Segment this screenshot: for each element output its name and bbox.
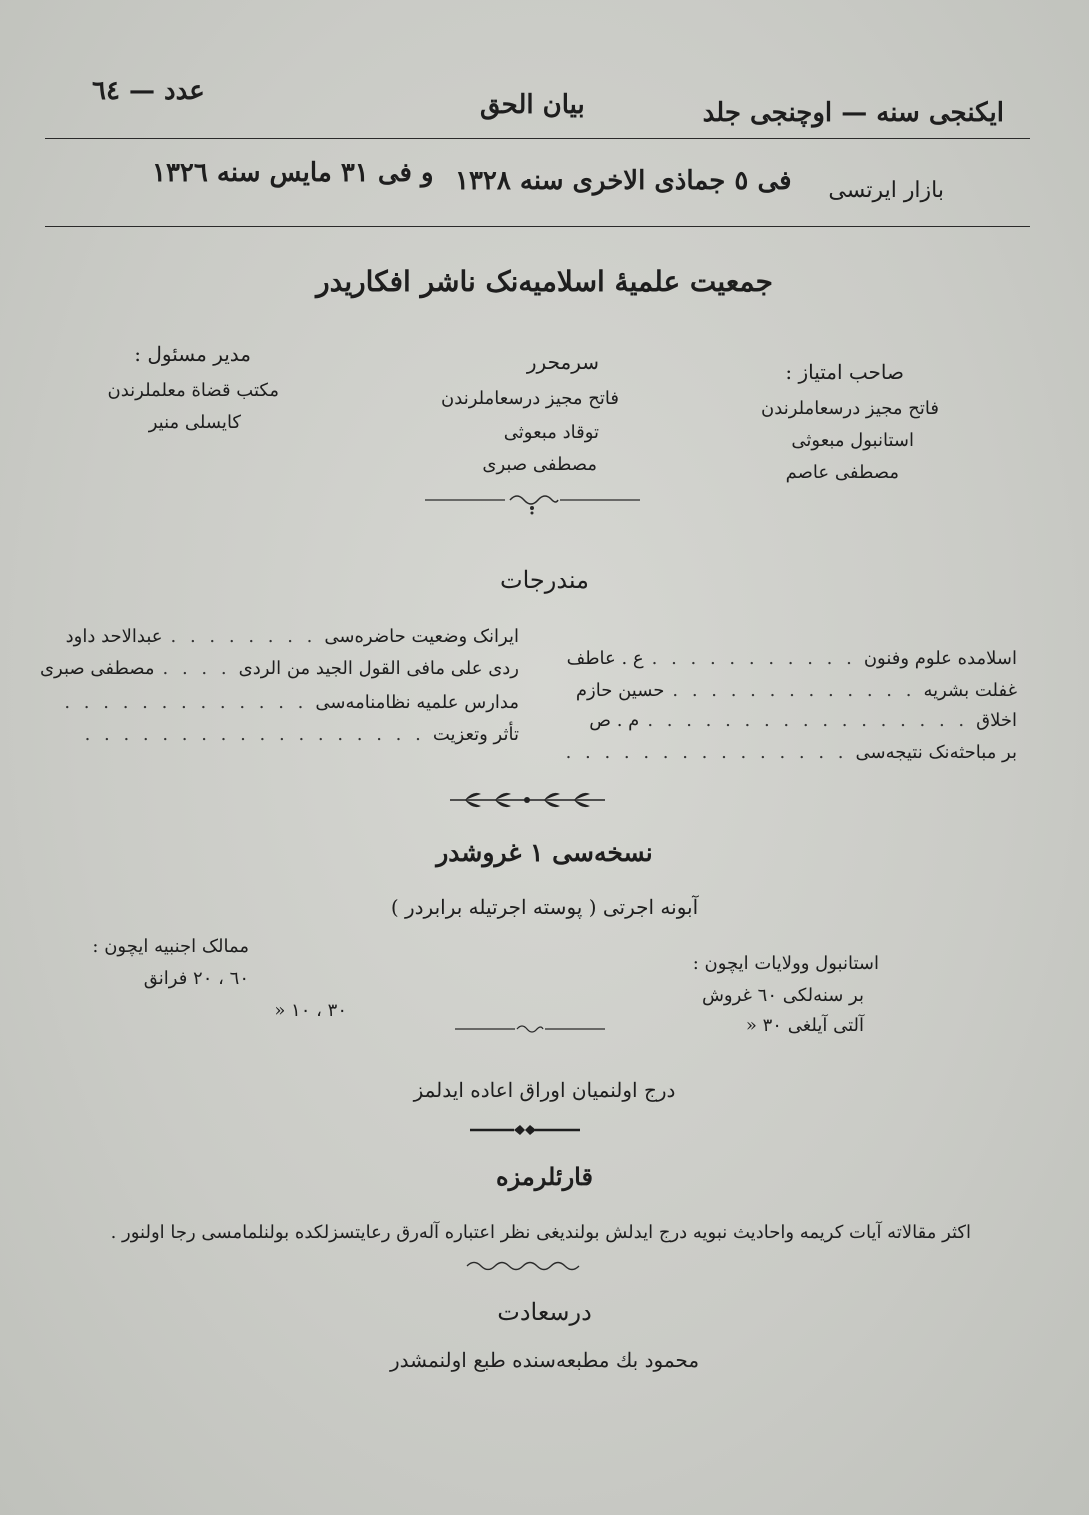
masthead: جمعیت علمیهٔ اسلامیه‌نک ناشر افکاریدر <box>316 265 773 298</box>
foreign-line1: ٦٠ ، ٢٠ فرانق <box>143 968 249 989</box>
owner-role: صاحب امتیاز : <box>785 360 904 384</box>
editor-role: سرمحرر <box>526 350 599 374</box>
contents-row: غفلت بشریه . . . . . . . . . . . . . حسین حازم <box>575 680 1017 701</box>
contents-title: ردی علی مافی القول الجید من الردی <box>238 658 519 679</box>
readers-text: اکثر مقالاته آیات کریمه واحادیث نبویه درج ایدلش بولندیغی نظر اعتباره آله‌رق رعایتسزلکده بولنلمامسی رجا اولنور . <box>110 1222 971 1243</box>
domestic-half: آلتی آیلغی ٣٠ « <box>745 1015 864 1036</box>
contents-author: عبدالاحد داود <box>65 626 163 647</box>
footer-city: درسعادت <box>497 1298 592 1326</box>
contents-title: مدارس علمیه نظامنامه‌سی <box>315 692 519 713</box>
rumi-date: و فی ٣١ مایس سنه ١٣٢٦ <box>152 158 434 188</box>
contents-row: مدارس علمیه نظامنامه‌سی . . . . . . . . . . . . . <box>64 692 519 713</box>
domestic-yearly: بر سنه‌لکی ٦٠ غروش <box>701 985 864 1006</box>
issue-price: نسخه‌سی ١ غروشدر <box>436 838 653 867</box>
leaf-ornament <box>445 785 610 815</box>
manager-role: مدیر مسئول : <box>134 342 251 366</box>
contents-row: تأثر وتعزیت . . . . . . . . . . . . . . . . . . <box>84 724 519 745</box>
readers-heading: قارئلرمزه <box>496 1162 593 1191</box>
contents-title: غفلت بشریه <box>923 680 1017 701</box>
hijri-date: فی ٥ جماذی الاخری سنه ١٣٢٨ <box>455 166 792 196</box>
contents-title: تأثر وتعزیت <box>432 724 519 745</box>
domestic-heading: استانبول وولایات ایچون : <box>692 953 879 974</box>
contents-title: بر مباحثه‌نک نتیجه‌سی <box>855 742 1017 763</box>
contents-row: اخلاق . . . . . . . . . . . . . . . . . م . ص <box>589 710 1017 731</box>
contents-row: اسلامده علوم وفنون . . . . . . . . . . . ع . عاطف <box>566 648 1017 669</box>
contents-row: بر مباحثه‌نک نتیجه‌سی . . . . . . . . . . . . . . . <box>565 742 1017 763</box>
manager-line1: مکتب قضاة معلملرندن <box>107 380 279 401</box>
divider-ornament <box>462 1258 582 1274</box>
contents-author: مصطفی صبری <box>39 658 155 679</box>
header-rule-bottom <box>45 226 1030 227</box>
owner-name: مصطفی عاصم <box>785 462 899 483</box>
contents-heading: مندرجات <box>499 566 590 594</box>
contents-title: اخلاق <box>976 710 1017 731</box>
contents-title: ایرانک وضعیت حاضره‌سی <box>324 626 519 647</box>
editor-line1: فاتح مجیز درسعاملرندن <box>441 388 619 409</box>
manager-name: کایسلی منیر <box>148 412 241 433</box>
contents-author: حسین حازم <box>575 680 665 701</box>
weekday: بازار ایرتسی <box>828 178 944 203</box>
owner-line2: استانبول مبعوثی <box>791 430 914 451</box>
footer-printer: محمود بك مطبعه‌سنده طبع اولنمشدر <box>389 1348 700 1372</box>
contents-author: م . ص <box>589 710 640 731</box>
editor-line2: توقاد مبعوثی <box>503 422 599 443</box>
contents-title: اسلامده علوم وفنون <box>863 648 1017 669</box>
journal-title: بیان الحق <box>480 90 585 120</box>
divider-ornament <box>455 1022 605 1036</box>
foreign-line2: ٣٠ ، ١٠ « <box>274 1000 347 1021</box>
editor-name: مصطفی صبری <box>482 454 597 475</box>
issue-number: عدد — ٦٤ <box>92 76 205 106</box>
owner-line1: فاتح مجیز درسعاملرندن <box>761 398 939 419</box>
divider-ornament <box>462 1122 587 1138</box>
not-returned-notice: درج اولنمیان اوراق اعاده ایدلمز <box>413 1078 676 1102</box>
year-volume: ایکنجی سنه — اوچنجی جلد <box>702 98 1004 128</box>
contents-row: ردی علی مافی القول الجید من الردی . . . . مصطفی صبری <box>39 658 519 679</box>
contents-author: ع . عاطف <box>566 648 644 669</box>
divider-ornament <box>425 488 640 518</box>
subscription-note: آبونه اجرتی ( پوسته اجرتیله برابردر ) <box>390 895 699 919</box>
contents-row: ایرانک وضعیت حاضره‌سی . . . . . . . . عبدالاحد داود <box>65 626 519 647</box>
header-rule-top <box>45 138 1030 139</box>
foreign-heading: ممالک اجنبیه ایچون : <box>92 936 249 957</box>
